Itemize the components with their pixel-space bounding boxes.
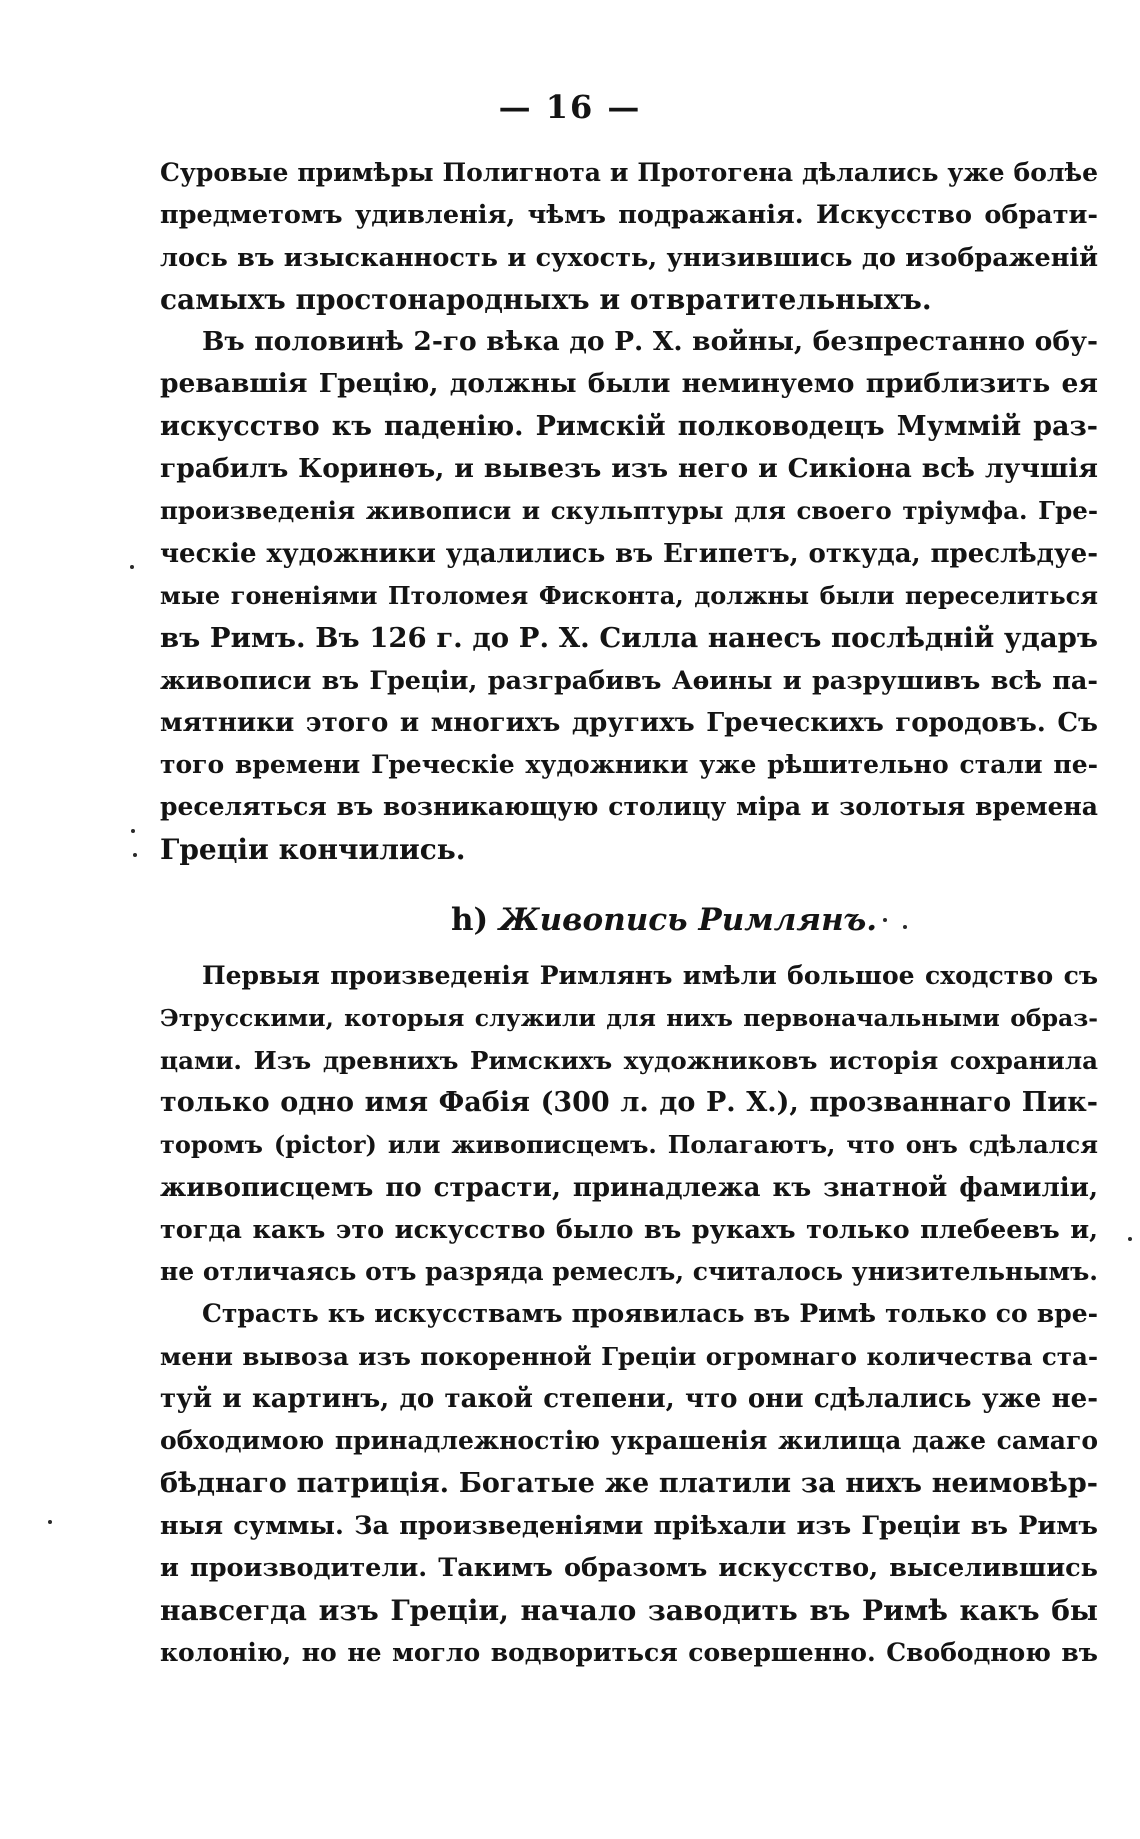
text-line: ревавшія Грецію, должны были неминуемо приблизить ея <box>160 368 1098 400</box>
text-line: бѣднаго патриція. Богатые же платили за нихъ неимовѣр- <box>160 1467 1098 1499</box>
text-line: торомъ (pictor) или живописцемъ. Полагаютъ, что онъ сдѣлался <box>160 1130 1098 1160</box>
paragraph-2 <box>160 321 1098 871</box>
paragraph-4 <box>160 1293 1098 1674</box>
text-line: обходимою принадлежностію украшенія жилища даже самаго <box>160 1426 1098 1456</box>
text-line: произведенія живописи и скульптуры для своего тріумфа. Гре- <box>160 496 1098 526</box>
text-line: Греціи кончились. <box>160 832 466 866</box>
paragraph-3 <box>160 955 1098 1293</box>
text-line: Въ половинѣ 2-го вѣка до Р. Х. войны, безпрестанно обу- <box>202 326 1098 358</box>
scan-speck <box>1128 1237 1132 1241</box>
scan-speck <box>48 1520 52 1524</box>
text-line: только одно имя Фабія (300 л. до Р. Х.), прозваннаго Пик- <box>160 1086 1098 1118</box>
text-line: предметомъ удивленія, чѣмъ подражанія. Искусство обрати- <box>160 200 1098 231</box>
text-line: мени вывоза изъ покоренной Греціи огромнаго количества ста- <box>160 1341 1098 1371</box>
text-line: грабилъ Коринѳъ, и вывезъ изъ него и Сикіона всѣ лучшія <box>160 453 1098 485</box>
scan-speck <box>133 853 137 857</box>
scan-speck <box>903 925 907 929</box>
scan-speck <box>883 918 887 922</box>
text-line: колонію, но не могло водвориться совершенно. Свободною въ <box>160 1637 1098 1667</box>
text-line: не отличаясь отъ разряда ремеслъ, считалось унизительнымъ. <box>160 1257 1098 1287</box>
text-line: и производители. Такимъ образомъ искусство, выселившись <box>160 1553 1098 1584</box>
section-title: Живопись Римлянъ. <box>498 902 878 939</box>
body-text <box>160 152 1098 1674</box>
scan-speck <box>130 565 134 569</box>
text-line: искусство къ паденію. Римскій полководецъ Муммій раз- <box>160 410 1098 442</box>
text-line: ческіе художники удалились въ Египетъ, откуда, преслѣдуе- <box>160 538 1098 569</box>
scan-speck <box>131 829 135 833</box>
text-line: живописцемъ по страсти, принадлежа къ знатной фамиліи, <box>160 1172 1098 1203</box>
text-line: реселяться въ возникающую столицу міра и золотыя времена <box>160 792 1098 822</box>
text-line: самыхъ простонародныхъ и отвратительныхъ. <box>160 282 932 316</box>
section-letter: h) <box>450 902 489 939</box>
text-line: тогда какъ это искусство было въ рукахъ только плебеевъ и, <box>160 1214 1098 1245</box>
text-line: лось въ изысканность и сухость, унизившись до изображеній <box>160 242 1098 273</box>
text-line: Суровые примѣры Полигнота и Протогена дѣлались уже болѣе <box>160 158 1098 187</box>
text-line: того времени Греческіе художники уже рѣшительно стали пе- <box>160 750 1098 780</box>
text-line: въ Римъ. Въ 126 г. до Р. Х. Силла нанесъ послѣдній ударъ <box>160 622 1098 655</box>
paragraph-1 <box>160 152 1098 321</box>
text-line: Первыя произведенія Римлянъ имѣли большое сходство съ <box>202 961 1098 991</box>
text-line: Этрусскими, которыя служили для нихъ первоначальными образ- <box>160 1004 1098 1033</box>
section-heading <box>160 899 1098 941</box>
text-line: мятники этого и многихъ другихъ Греческихъ городовъ. Съ <box>160 707 1098 738</box>
text-line: туй и картинъ, до такой степени, что они сдѣлались уже не- <box>160 1384 1098 1415</box>
text-line: Страсть къ искусствамъ проявилась въ Римѣ только со вре- <box>202 1299 1098 1329</box>
text-line: навсегда изъ Греціи, начало заводить въ Римѣ какъ бы <box>160 1593 1098 1627</box>
text-line: цами. Изъ древнихъ Римскихъ художниковъ исторія сохранила <box>160 1045 1098 1075</box>
text-line: ныя суммы. За произведеніями пріѣхали изъ Греціи въ Римъ <box>160 1510 1098 1541</box>
page-number: — 16 — <box>498 88 642 126</box>
text-line: мые гоненіями Птоломея Фисконта, должны были переселиться <box>160 580 1098 610</box>
text-line: живописи въ Греціи, разграбивъ Аѳины и разрушивъ всѣ па- <box>160 665 1098 696</box>
